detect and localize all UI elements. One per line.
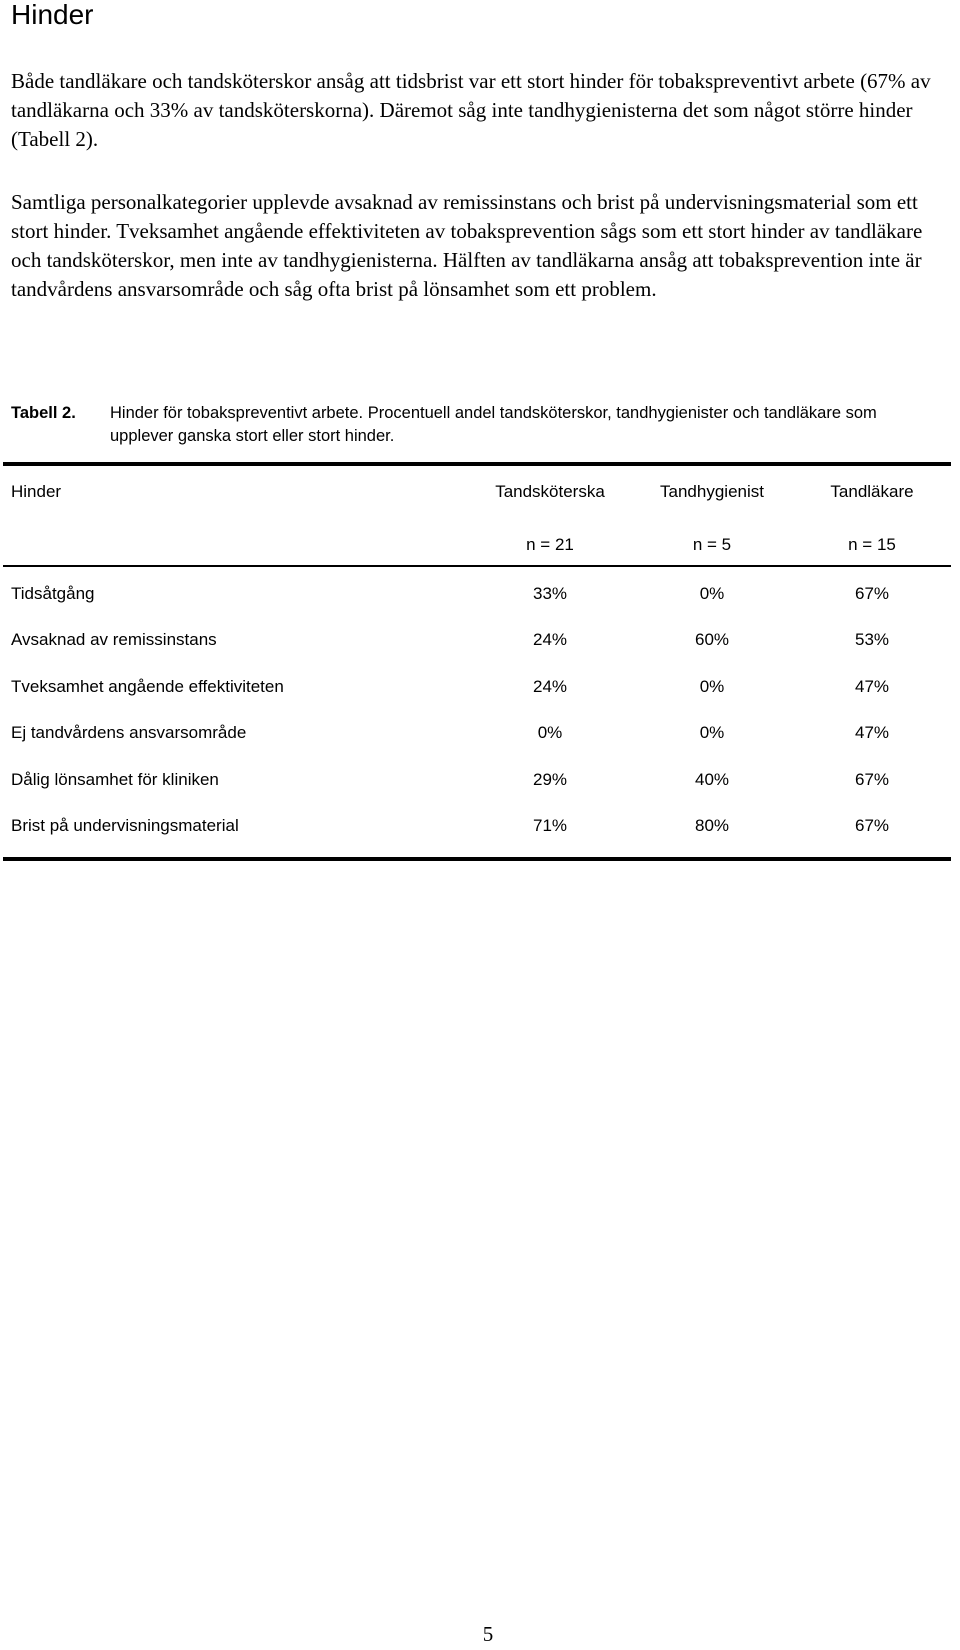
table-cell: 67%: [854, 816, 890, 835]
section-heading: Hinder: [11, 0, 94, 30]
page-number: 5: [482, 1622, 494, 1646]
table-row-label: Tveksamhet angående effektiviteten: [11, 677, 284, 696]
table-cell: 0%: [699, 677, 725, 696]
table-cell: 40%: [694, 770, 730, 789]
table-cell: 47%: [854, 723, 890, 742]
table-top-rule: [3, 462, 951, 466]
caption-text: Hinder för tobakspreventivt arbete. Procentuell andel tandsköterskor, tandhygienister och tandläkare som upplever ganska stort eller stort hinder.: [110, 404, 877, 445]
table-cell: 60%: [694, 630, 730, 649]
table-row-label: Avsaknad av remissinstans: [11, 630, 217, 649]
table-cell: 0%: [537, 723, 563, 742]
table-cell: 0%: [699, 723, 725, 742]
caption-label: Tabell 2.: [11, 404, 76, 422]
table-cell: 24%: [532, 630, 568, 649]
table-cell: 67%: [854, 770, 890, 789]
paragraph-1: Både tandläkare och tandsköterskor ansåg att tidsbrist var ett stort hinder för tobakspreventivt arbete (67% av tandläkarna och 33% av tandsköterskorna). Däremot såg inte tandhygienisterna det som något större hinder (Tabell 2).: [11, 69, 931, 151]
header-hinder: Hinder: [11, 482, 62, 501]
table-row-label: Dålig lönsamhet för kliniken: [11, 770, 219, 789]
table-cell: 47%: [854, 677, 890, 696]
table-header-rule: [3, 565, 951, 567]
n-tandlakare: n = 15: [848, 535, 896, 554]
n-tandhygienist: n = 5: [692, 535, 732, 554]
table-cell: 53%: [854, 630, 890, 649]
n-tandskoterska: n = 21: [526, 535, 574, 554]
header-tandskoterska: Tandsköterska: [495, 482, 605, 501]
table-cell: 29%: [532, 770, 568, 789]
table-cell: 71%: [532, 816, 568, 835]
header-tandlakare: Tandläkare: [830, 482, 914, 501]
table-row-label: Tidsåtgång: [11, 584, 95, 603]
table-row-label: Ej tandvårdens ansvarsområde: [11, 723, 247, 742]
table-cell: 24%: [532, 677, 568, 696]
table-cell: 0%: [699, 584, 725, 603]
table-cell: 67%: [854, 584, 890, 603]
table-cell: 33%: [532, 584, 568, 603]
table-bottom-rule: [3, 857, 951, 861]
table-cell: 80%: [694, 816, 730, 835]
paragraph-2: Samtliga personalkategorier upplevde avsaknad av remissinstans och brist på undervisningsmaterial som ett stort hinder. Tveksamhet angående effektiviteten av tobaksprevention sågs som ett stort hinder av tandläkare och tandsköterskor, men inte av tandhygienisterna. Hälften av tandläkarna ansåg att tobaksprevention inte är tandvårdens ansvarsområde och såg ofta brist på lönsamhet som ett problem.: [11, 190, 923, 301]
header-tandhygienist: Tandhygienist: [660, 482, 764, 501]
table-row-label: Brist på undervisningsmaterial: [11, 816, 239, 835]
